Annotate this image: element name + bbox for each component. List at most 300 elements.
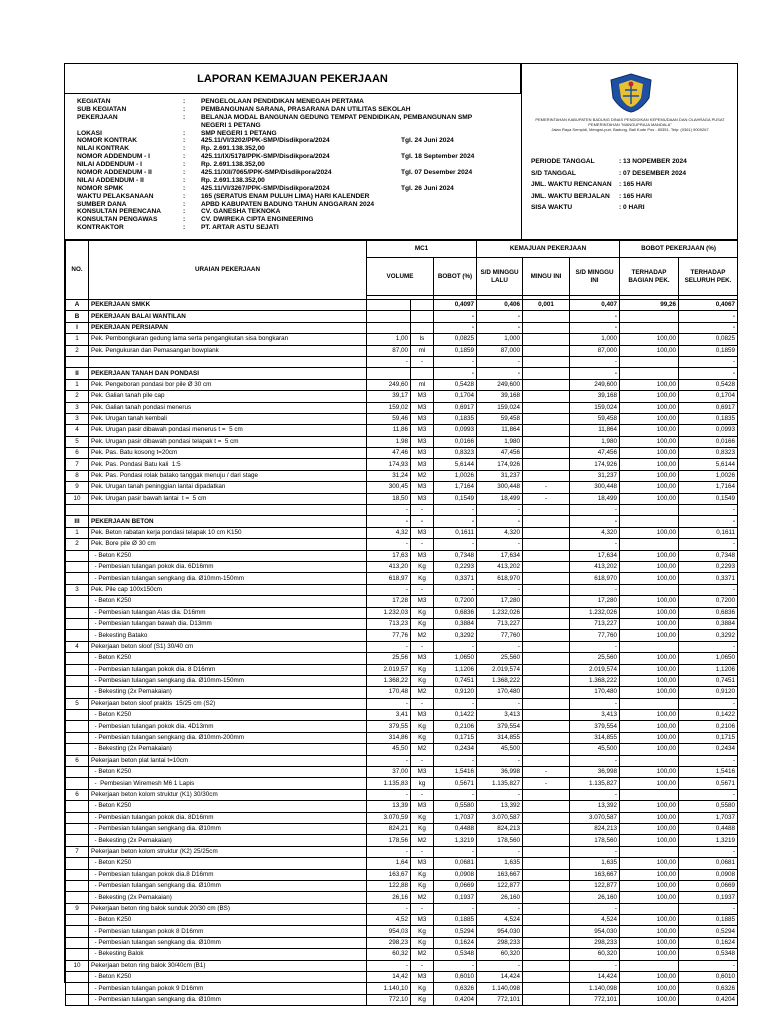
cell-no: 1 [66, 379, 89, 390]
cell-terhadap-bagian: 100,00 [620, 880, 679, 891]
cell-sd-ini: 59,458 [570, 413, 620, 424]
cell-mingu-ini [523, 744, 570, 755]
cell-terhadap-bagian: 100,00 [620, 949, 679, 960]
cell-terhadap-bagian: 100,00 [620, 687, 679, 698]
colon: : [183, 192, 186, 200]
cell-mingu-ini [523, 755, 570, 766]
cell-terhadap-seluruh: 0,0993 [679, 425, 738, 436]
cell-bobot: 0,2434 [434, 744, 477, 755]
cell-no: I [66, 322, 89, 333]
table-row [66, 413, 738, 424]
cell-mingu-ini [523, 402, 570, 413]
cell-bobot: 0,1715 [434, 732, 477, 743]
period-info-value: : 165 HARI [619, 181, 652, 188]
cell-sd-ini: - [570, 755, 620, 766]
cell-terhadap-bagian [620, 903, 679, 914]
cell-bobot: 0,0681 [434, 858, 477, 869]
cell-satuan: M3 [411, 425, 434, 436]
cell-mingu-ini [523, 675, 570, 686]
cell-terhadap-seluruh: 0,5428 [679, 379, 738, 390]
cell-mingu-ini [523, 892, 570, 903]
cell-uraian: - Beton K250 [89, 915, 367, 926]
cell-no: II [66, 368, 89, 379]
project-info-value: 425.11/IX/5178/PPK-SMP/Disdikpora/2024 [201, 153, 330, 161]
cell-terhadap-bagian: 100,00 [620, 596, 679, 607]
cell-satuan: ml [411, 345, 434, 356]
col-sd-ini-header: S/D MINGGU INI [570, 258, 620, 296]
cell-satuan: M3 [411, 413, 434, 424]
progress-table [65, 240, 738, 1006]
cell-terhadap-bagian: 100,00 [620, 391, 679, 402]
cell-volume: 379,55 [367, 721, 411, 732]
project-info-label: NILAI KONTRAK [77, 145, 130, 153]
cell-volume: 170,48 [367, 687, 411, 698]
project-info-label: WAKTU PELAKSANAAN [77, 192, 154, 200]
cell-bobot: - [434, 505, 477, 516]
cell-no [66, 561, 89, 572]
cell-volume: 47,46 [367, 448, 411, 459]
cell-mingu-ini [523, 345, 570, 356]
cell-uraian [89, 356, 367, 367]
cell-satuan: M3 [411, 858, 434, 869]
cell-satuan: M3 [411, 436, 434, 447]
project-info-label: KEGIATAN [77, 98, 111, 105]
table-row [66, 823, 738, 834]
cell-bobot: 5,6144 [434, 459, 477, 470]
cell-sd-ini: 163,667 [570, 869, 620, 880]
project-info-value: PENGELOLAAN PENDIDIKAN MENEGAH PERTAMA [201, 98, 364, 105]
period-info-label: JML. WAKTU RENCANAN [531, 181, 612, 188]
cell-no [66, 926, 89, 937]
cell-sd-lalu: 47,456 [477, 448, 523, 459]
colon: : [183, 137, 186, 145]
project-info-value: 425.11/VI/3202/PPK-SMP/Disdikpora/2024 [201, 137, 330, 145]
cell-satuan: - [411, 516, 434, 527]
cell-no: 2 [66, 539, 89, 550]
cell-mingu-ini [523, 527, 570, 538]
cell-volume: 4,52 [367, 915, 411, 926]
table-row [66, 687, 738, 698]
table-row [66, 675, 738, 686]
cell-sd-lalu: - [477, 789, 523, 800]
cell-uraian: Pekerjaan beton ring balok sunduk 20/30 cm (BS) [89, 903, 367, 914]
cell-sd-ini: - [570, 505, 620, 516]
colon: : [183, 208, 186, 216]
cell-volume: 122,88 [367, 880, 411, 891]
table-row [66, 379, 738, 390]
cell-terhadap-seluruh: 0,1885 [679, 915, 738, 926]
cell-no: 2 [66, 391, 89, 402]
cell-volume: 3.070,59 [367, 812, 411, 823]
cell-no [66, 972, 89, 983]
cell-bobot: 0,2106 [434, 721, 477, 732]
table-row [66, 527, 738, 538]
cell-bobot: 1,1206 [434, 664, 477, 675]
table-row [66, 607, 738, 618]
cell-sd-lalu: 178,560 [477, 835, 523, 846]
cell-uraian: - Pembesian tulangan sengkang dia. Ø10mm [89, 994, 367, 1005]
cell-mingu-ini: - [523, 493, 570, 504]
cell-mingu-ini [523, 960, 570, 971]
cell-no: 6 [66, 755, 89, 766]
colon: : [183, 105, 186, 113]
cell-no [66, 618, 89, 629]
project-info-label: NILAI ADDENDUM - I [77, 161, 142, 169]
cell-terhadap-seluruh: - [679, 698, 738, 709]
table-row [66, 618, 738, 629]
cell-no [66, 823, 89, 834]
cell-terhadap-seluruh: 0,8323 [679, 448, 738, 459]
cell-sd-ini: 47,456 [570, 448, 620, 459]
cell-volume: - [367, 960, 411, 971]
cell-volume: 954,03 [367, 926, 411, 937]
cell-sd-ini: 314,855 [570, 732, 620, 743]
cell-uraian: - Pembesian tulangan pokok dia. 4D13mm [89, 721, 367, 732]
table-row [66, 767, 738, 778]
cell-bobot: - [434, 539, 477, 550]
cell-uraian: Pekerjaan beton plat lantai t=10cm [89, 755, 367, 766]
cell-terhadap-seluruh: 0,1624 [679, 937, 738, 948]
cell-terhadap-bagian [620, 356, 679, 367]
cell-uraian: PEKERJAAN BETON [89, 516, 367, 527]
cell-no [66, 687, 89, 698]
cell-satuan: ls [411, 334, 434, 345]
cell-sd-lalu: 17,280 [477, 596, 523, 607]
cell-uraian: Pek. Urugan pasir bawah lantai t = 5 cm [89, 493, 367, 504]
cell-sd-lalu: 1.368,222 [477, 675, 523, 686]
table-row [66, 915, 738, 926]
cell-no [66, 812, 89, 823]
cell-volume: - [367, 356, 411, 367]
cell-volume: - [367, 641, 411, 652]
cell-volume: 3,41 [367, 710, 411, 721]
table-row [66, 345, 738, 356]
section-row [66, 311, 738, 322]
col-terhadap-seluruh-header: TERHADAP SELURUH PEK. [679, 258, 738, 296]
cell-satuan: - [411, 846, 434, 857]
cell-mingu-ini [523, 687, 570, 698]
cell-satuan: M3 [411, 596, 434, 607]
cell-bobot: 0,6010 [434, 972, 477, 983]
cell-terhadap-bagian [620, 539, 679, 550]
cell-sd-ini: 1.232,026 [570, 607, 620, 618]
cell-bobot: 0,5580 [434, 801, 477, 812]
cell-terhadap-bagian: 100,00 [620, 778, 679, 789]
cell-terhadap-seluruh: 0,1611 [679, 527, 738, 538]
cell-satuan: M3 [411, 972, 434, 983]
table-row [66, 664, 738, 675]
cell-sd-ini: 45,500 [570, 744, 620, 755]
cell-no [66, 630, 89, 641]
table-row [66, 880, 738, 891]
cell-satuan: M3 [411, 482, 434, 493]
cell-sd-lalu: 1,980 [477, 436, 523, 447]
cell-mingu-ini [523, 698, 570, 709]
project-info-value: CV. DWIREKA CIPTA ENGINEERING [201, 216, 314, 224]
cell-terhadap-bagian: 100,00 [620, 664, 679, 675]
cell-terhadap-bagian: 100,00 [620, 869, 679, 880]
cell-sd-ini: 713,227 [570, 618, 620, 629]
cell-terhadap-bagian: 100,00 [620, 744, 679, 755]
cell-terhadap-seluruh: 0,3371 [679, 573, 738, 584]
cell-bobot: 0,1611 [434, 527, 477, 538]
cell-no: 4 [66, 425, 89, 436]
cell-sd-lalu: 14,424 [477, 972, 523, 983]
progress-table-body [66, 300, 738, 1006]
cell-mingu-ini [523, 869, 570, 880]
table-row [66, 698, 738, 709]
cell-satuan: - [411, 641, 434, 652]
cell-terhadap-bagian: 100,00 [620, 835, 679, 846]
col-volume-header: VOLUME [367, 258, 434, 296]
cell-satuan: Kg [411, 721, 434, 732]
cell-terhadap-seluruh: - [679, 539, 738, 550]
cell-sd-ini: 13,392 [570, 801, 620, 812]
cell-uraian: - Beton K250 [89, 801, 367, 812]
cell-sd-ini: 31,237 [570, 470, 620, 481]
cell-terhadap-bagian: 100,00 [620, 379, 679, 390]
cell-uraian: Pek. Pembongkaran gedung lama serta pengangkutan sisa bongkaran [89, 334, 367, 345]
cell-mingu-ini [523, 915, 570, 926]
table-row [66, 630, 738, 641]
project-info-value: CV. GANESHA TEKNOKA [201, 208, 281, 216]
cell-bobot: - [434, 584, 477, 595]
cell-sd-lalu: 4,524 [477, 915, 523, 926]
table-row [66, 596, 738, 607]
table-row [66, 356, 738, 367]
cell-satuan: M3 [411, 710, 434, 721]
cell-satuan: Kg [411, 573, 434, 584]
cell-uraian: - Beton K250 [89, 710, 367, 721]
cell-uraian: - Pembesian tulangan sengkang dia. Ø10mm [89, 937, 367, 948]
cell-satuan: M3 [411, 527, 434, 538]
cell-terhadap-seluruh: 0,0825 [679, 334, 738, 345]
cell-bobot: - [434, 846, 477, 857]
cell-satuan: M3 [411, 801, 434, 812]
cell-terhadap-bagian: 99,26 [620, 300, 679, 311]
cell-terhadap-seluruh: 0,6917 [679, 402, 738, 413]
cell-terhadap-seluruh: - [679, 960, 738, 971]
cell-sd-ini: - [570, 356, 620, 367]
cell-terhadap-seluruh: 0,9120 [679, 687, 738, 698]
cell-no [66, 858, 89, 869]
cell-bobot: 0,0993 [434, 425, 477, 436]
cell-terhadap-bagian: 100,00 [620, 858, 679, 869]
cell-satuan: Kg [411, 607, 434, 618]
cell-volume: 31,24 [367, 470, 411, 481]
cell-mingu-ini: - [523, 482, 570, 493]
table-row [66, 561, 738, 572]
cell-no [66, 880, 89, 891]
cell-volume: 39,17 [367, 391, 411, 402]
institution-address [525, 117, 735, 132]
colon: : [183, 145, 186, 153]
cell-uraian: Pek. Beton rabatan kerja pondasi telapak 10 cm K150 [89, 527, 367, 538]
cell-sd-lalu: 618,970 [477, 573, 523, 584]
cell-sd-lalu: - [477, 322, 523, 333]
cell-volume: 87,00 [367, 345, 411, 356]
cell-sd-ini: 2.019,574 [570, 664, 620, 675]
cell-sd-lalu: - [477, 903, 523, 914]
project-info-value: BELANJA MODAL BANGUNAN GEDUNG TEMPAT PENDIDIKAN, PEMBANGUNAN SMP [201, 113, 473, 121]
cell-satuan: M3 [411, 402, 434, 413]
cell-sd-lalu: 174,926 [477, 459, 523, 470]
table-row [66, 903, 738, 914]
cell-sd-ini: 618,970 [570, 573, 620, 584]
cell-no [66, 983, 89, 994]
cell-satuan [411, 322, 434, 333]
cell-volume: - [367, 516, 411, 527]
period-info-label: S/D TANGGAL [531, 169, 576, 177]
cell-no: A [66, 300, 89, 311]
mc1-header: MC1 [367, 241, 477, 258]
cell-bobot: 0,1549 [434, 493, 477, 504]
cell-satuan: M2 [411, 687, 434, 698]
cell-terhadap-seluruh: 0,1937 [679, 892, 738, 903]
project-info-value: Rp. 2.691.138.352,00 [201, 145, 265, 153]
cell-uraian: - Pembesian tulangan pokok dia. 8 D16mm [89, 664, 367, 675]
cell-no: 7 [66, 846, 89, 857]
cell-bobot: 1,3219 [434, 835, 477, 846]
cell-uraian: - Pembesian tulangan pokok dia.8 D16mm [89, 869, 367, 880]
cell-sd-ini: 159,024 [570, 402, 620, 413]
col-sd-lalu-header: S/D MINGGU LALU [477, 258, 523, 296]
cell-volume: 1,64 [367, 858, 411, 869]
cell-volume: - [367, 539, 411, 550]
cell-bobot: 0,5348 [434, 949, 477, 960]
cell-sd-ini: 26,160 [570, 892, 620, 903]
cell-bobot: 0,1859 [434, 345, 477, 356]
cell-bobot: 0,7348 [434, 550, 477, 561]
cell-sd-lalu: 170,480 [477, 687, 523, 698]
cell-volume: 159,02 [367, 402, 411, 413]
cell-sd-ini: 1.368,222 [570, 675, 620, 686]
cell-volume: 1.232,03 [367, 607, 411, 618]
colon: : [183, 200, 186, 208]
section-row [66, 368, 738, 379]
org-line: PEMERINTAHAN KABUPATEN BADUNG DINAS PENDIDIKAN KEPEMUDAAN DAN OLAHRAGA PUSAT [535, 117, 725, 122]
project-info-value: Rp. 2.691.138.352,00 [201, 161, 265, 169]
cell-terhadap-bagian: 100,00 [620, 926, 679, 937]
cell-mingu-ini [523, 858, 570, 869]
cell-uraian: PEKERJAAN TANAH DAN PONDASI [89, 368, 367, 379]
cell-terhadap-seluruh: 0,7348 [679, 550, 738, 561]
cell-sd-lalu: 298,233 [477, 937, 523, 948]
table-row [66, 710, 738, 721]
cell-terhadap-bagian: 100,00 [620, 527, 679, 538]
cell-uraian: PEKERJAAN PERSIAPAN [89, 322, 367, 333]
cell-volume: - [367, 755, 411, 766]
colon: : [183, 161, 186, 169]
cell-uraian: - Beton K250 [89, 653, 367, 664]
cell-no [66, 596, 89, 607]
cell-terhadap-bagian: 100,00 [620, 413, 679, 424]
cell-mingu-ini [523, 812, 570, 823]
cell-terhadap-bagian [620, 789, 679, 800]
cell-volume: 178,56 [367, 835, 411, 846]
cell-satuan: M3 [411, 767, 434, 778]
cell-no [66, 835, 89, 846]
cell-sd-lalu: 17,634 [477, 550, 523, 561]
cell-sd-lalu: 18,499 [477, 493, 523, 504]
cell-satuan: M3 [411, 915, 434, 926]
cell-sd-lalu: 413,202 [477, 561, 523, 572]
cell-terhadap-bagian: 100,00 [620, 823, 679, 834]
project-info-value: 425.11/XII/7065/PPK-SMP/Disdikpora/2024 [201, 169, 332, 177]
cell-terhadap-bagian: 100,00 [620, 801, 679, 812]
cell-uraian: - Bekesting Batako [89, 630, 367, 641]
cell-terhadap-bagian: 100,00 [620, 618, 679, 629]
cell-volume: 4,32 [367, 527, 411, 538]
cell-terhadap-seluruh: 0,1549 [679, 493, 738, 504]
cell-sd-ini: - [570, 846, 620, 857]
cell-no [66, 949, 89, 960]
cell-no: 5 [66, 436, 89, 447]
cell-sd-lalu: 77,760 [477, 630, 523, 641]
cell-terhadap-bagian [620, 322, 679, 333]
cell-mingu-ini [523, 322, 570, 333]
cell-uraian: Pek. Pas. Pondasi rolak batako tanggak menuju / dari stage [89, 470, 367, 481]
cell-terhadap-bagian: 100,00 [620, 561, 679, 572]
cell-bobot: - [434, 322, 477, 333]
cell-sd-ini: - [570, 516, 620, 527]
cell-no [66, 915, 89, 926]
period-info-value: : 0 HARI [619, 204, 645, 211]
cell-bobot: 1,5416 [434, 767, 477, 778]
cell-volume: 26,16 [367, 892, 411, 903]
cell-sd-ini: - [570, 698, 620, 709]
cell-bobot: 0,1704 [434, 391, 477, 402]
table-row [66, 937, 738, 948]
cell-satuan: M3 [411, 391, 434, 402]
cell-sd-ini: 1,635 [570, 858, 620, 869]
cell-uraian: Pek. Urugan tanah peninggian lantai dipadatkan [89, 482, 367, 493]
report-sheet [64, 63, 738, 1004]
cell-uraian: - Beton K250 [89, 550, 367, 561]
section-row [66, 300, 738, 311]
cell-mingu-ini [523, 356, 570, 367]
cell-mingu-ini [523, 368, 570, 379]
cell-satuan [411, 311, 434, 322]
cell-sd-lalu: 31,237 [477, 470, 523, 481]
cell-mingu-ini [523, 721, 570, 732]
cell-terhadap-bagian [620, 516, 679, 527]
cell-terhadap-bagian [620, 641, 679, 652]
table-row [66, 448, 738, 459]
cell-no [66, 664, 89, 675]
col-bobot-header: BOBOT (%) [434, 258, 477, 296]
cell-bobot: 0,9120 [434, 687, 477, 698]
cell-uraian: - Pembesian tulangan sengkang dia. Ø10mm-200mm [89, 732, 367, 743]
cell-mingu-ini [523, 334, 570, 345]
cell-satuan: Kg [411, 994, 434, 1005]
table-row [66, 550, 738, 561]
cell-terhadap-bagian: 100,00 [620, 607, 679, 618]
cell-satuan: Kg [411, 732, 434, 743]
colon: : [183, 98, 186, 105]
cell-sd-lalu: - [477, 505, 523, 516]
cell-mingu-ini [523, 789, 570, 800]
section-row [66, 322, 738, 333]
cell-bobot: 0,6836 [434, 607, 477, 618]
cell-terhadap-bagian: 100,00 [620, 493, 679, 504]
cell-no [66, 744, 89, 755]
cell-bobot: 0,1835 [434, 413, 477, 424]
cell-sd-ini: - [570, 584, 620, 595]
cell-no [66, 573, 89, 584]
cell-satuan: M2 [411, 470, 434, 481]
cell-no: 3 [66, 584, 89, 595]
